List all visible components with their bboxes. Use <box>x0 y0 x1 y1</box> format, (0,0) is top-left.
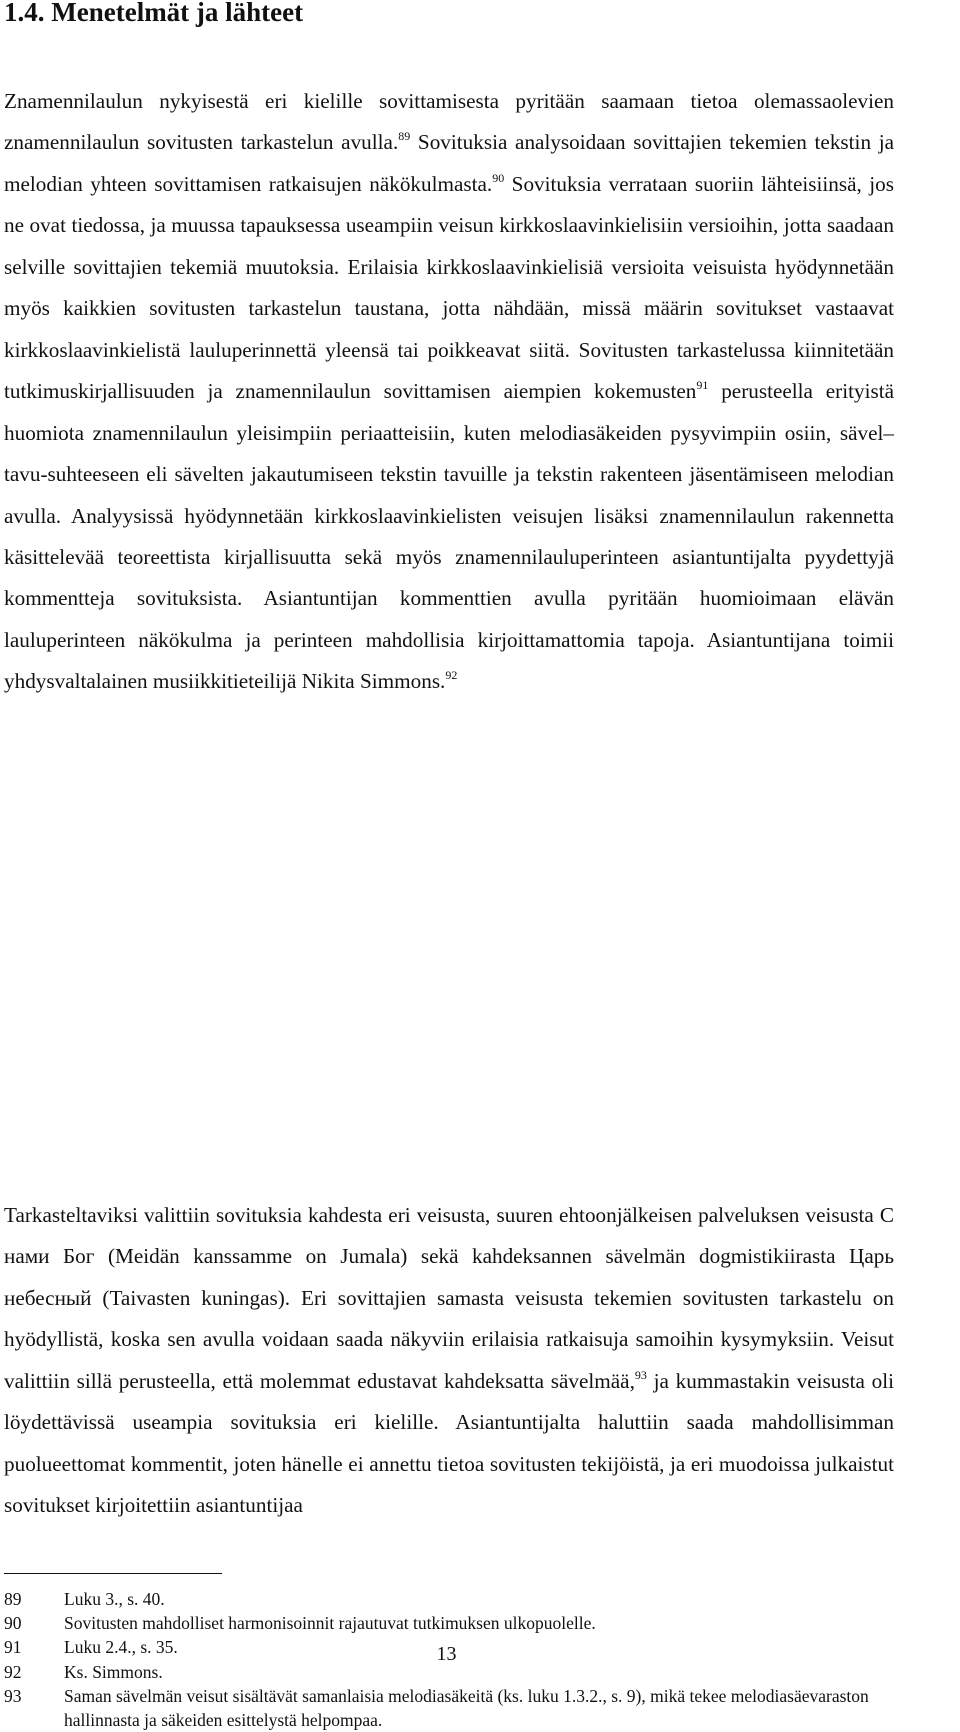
footnote-item <box>4 1611 894 1635</box>
footnote-number: 91 <box>4 1637 22 1658</box>
footnote-text: Saman sävelmän veisut sisältävät samanlaisia melodiasäkeitä (ks. luku 1.3.2., s. 9), mikä tekee melodiasäevaraston hallinnasta ja säkeiden esittelystä helpompaa. <box>64 1685 869 1731</box>
paragraph-text: ja kummastakin veisusta oli löydettävissä useampia sovituksia eri kielille. Asiantuntijalta haluttiin saada mahdollisimman puolueettomat kommentit, joten hänelle ei annettu tietoa sovitusten tekijöistä, ja eri muodoissa julkaistut sovitukset kirjoitettiin asiantuntijaa <box>4 1368 894 1518</box>
footnote-text: Luku 2.4., s. 35. <box>64 1637 178 1658</box>
footnote-ref: 90 <box>492 170 505 185</box>
section-heading: 1.4. Menetelmät ja lähteet <box>4 0 304 27</box>
footnote-number: 92 <box>4 1661 22 1682</box>
paragraph-methods <box>4 81 894 703</box>
paragraph-text: Sovituksia analysoidaan sovittajien tekemien tekstin ja melodian yhteen sovittamisen ratkaisujen näkökulmasta. <box>4 130 894 196</box>
footnote-ref: 89 <box>398 129 411 144</box>
footnote-number: 93 <box>4 1685 22 1706</box>
paragraph-text: perusteella erityistä huomiota znamennilaulun yleisimpiin periaatteisiin, kuten melodiasäkeiden pysyvimpiin osiin, sävel–tavu-suhteeseen eli sävelten jakautumiseen tekstin tavuille ja tekstin rakenteen jäsentämiseen melodian avulla. Analyysissä hyödynnetään kirkkoslaavinkielisten veisujen lisäksi znamennilaulun rakennetta käsittelevää teoreettista kirjallisuutta sekä myös znamennilauluperinteen asiantuntijalta pyydettyjä kommentteja sovituksista. Asiantuntijan kommenttien avulla pyritään huomioimaan elävän lauluperinteen näkökulma ja perinteen mahdollisia kirjoittamattomia tapoja. Asiantuntijana toimii yhdysvaltalainen musiikkitieteilijä Nikita Simmons. <box>4 379 895 694</box>
footnote-text: Sovitusten mahdolliset harmonisoinnit rajautuvat tutkimuksen ulkopuolelle. <box>64 1613 596 1634</box>
footnote-number: 90 <box>4 1613 22 1634</box>
footnote-divider <box>4 1573 222 1574</box>
footnote-text: Luku 3., s. 40. <box>64 1589 165 1609</box>
paragraph-selection <box>4 1195 894 1527</box>
footnote-item <box>4 1684 894 1732</box>
footnote-ref: 92 <box>445 668 458 683</box>
footnote-number: 89 <box>4 1589 22 1609</box>
page-number: 13 <box>436 1643 457 1665</box>
paragraph-text: Tarkasteltaviksi valittiin sovituksia kahdesta eri veisusta, suuren ehtoonjälkeisen palveluksen veisusta С нами Бог (Meidän kanssamme on Jumala) sekä kahdeksannen sävelmän dogmistikiirasta Царь небесный (Taivasten kuningas). Eri sovittajien samasta veisusta tekemien sovitusten tarkastelu on hyödyllistä, koska sen avulla voidaan saada näkyviin erilaisia ratkaisuja samoihin kysymyksiin. Veisut valittiin sillä perusteella, että molemmat edustavat kahdeksatta sävelmää, <box>4 1203 894 1393</box>
footnote-ref: 93 <box>634 1367 647 1382</box>
paragraph-text: Znamennilaulun nykyisestä eri kielille sovittamisesta pyritään saamaan tietoa olemassaolevien znamennilaulun sovitusten tarkastelun avulla. <box>4 89 894 155</box>
paragraph-text: Sovituksia verrataan suoriin lähteisiinsä, jos ne ovat tiedossa, ja muussa tapauksessa useampiin veisun kirkkoslaavinkielisiin versioihin, jotta saadaan selville sovittajien tekemiä muutoksia. Erilaisia kirkkoslaavinkielisiä versioita veisuista hyödynnetään myös kaikkien sovitusten tarkastelun taustana, jotta nähdään, missä määrin sovitukset vastaavat kirkkoslaavinkielistä lauluperinnettä yleensä tai poikkeavat siitä. Sovitusten tarkastelussa kiinnitetään tutkimuskirjallisuuden ja znamennilaulun sovittamisen aiempien kokemusten <box>4 171 894 404</box>
footnote-ref: 91 <box>696 378 709 393</box>
footnote-item <box>4 1587 894 1611</box>
footnote-text: Ks. Simmons. <box>64 1661 163 1682</box>
